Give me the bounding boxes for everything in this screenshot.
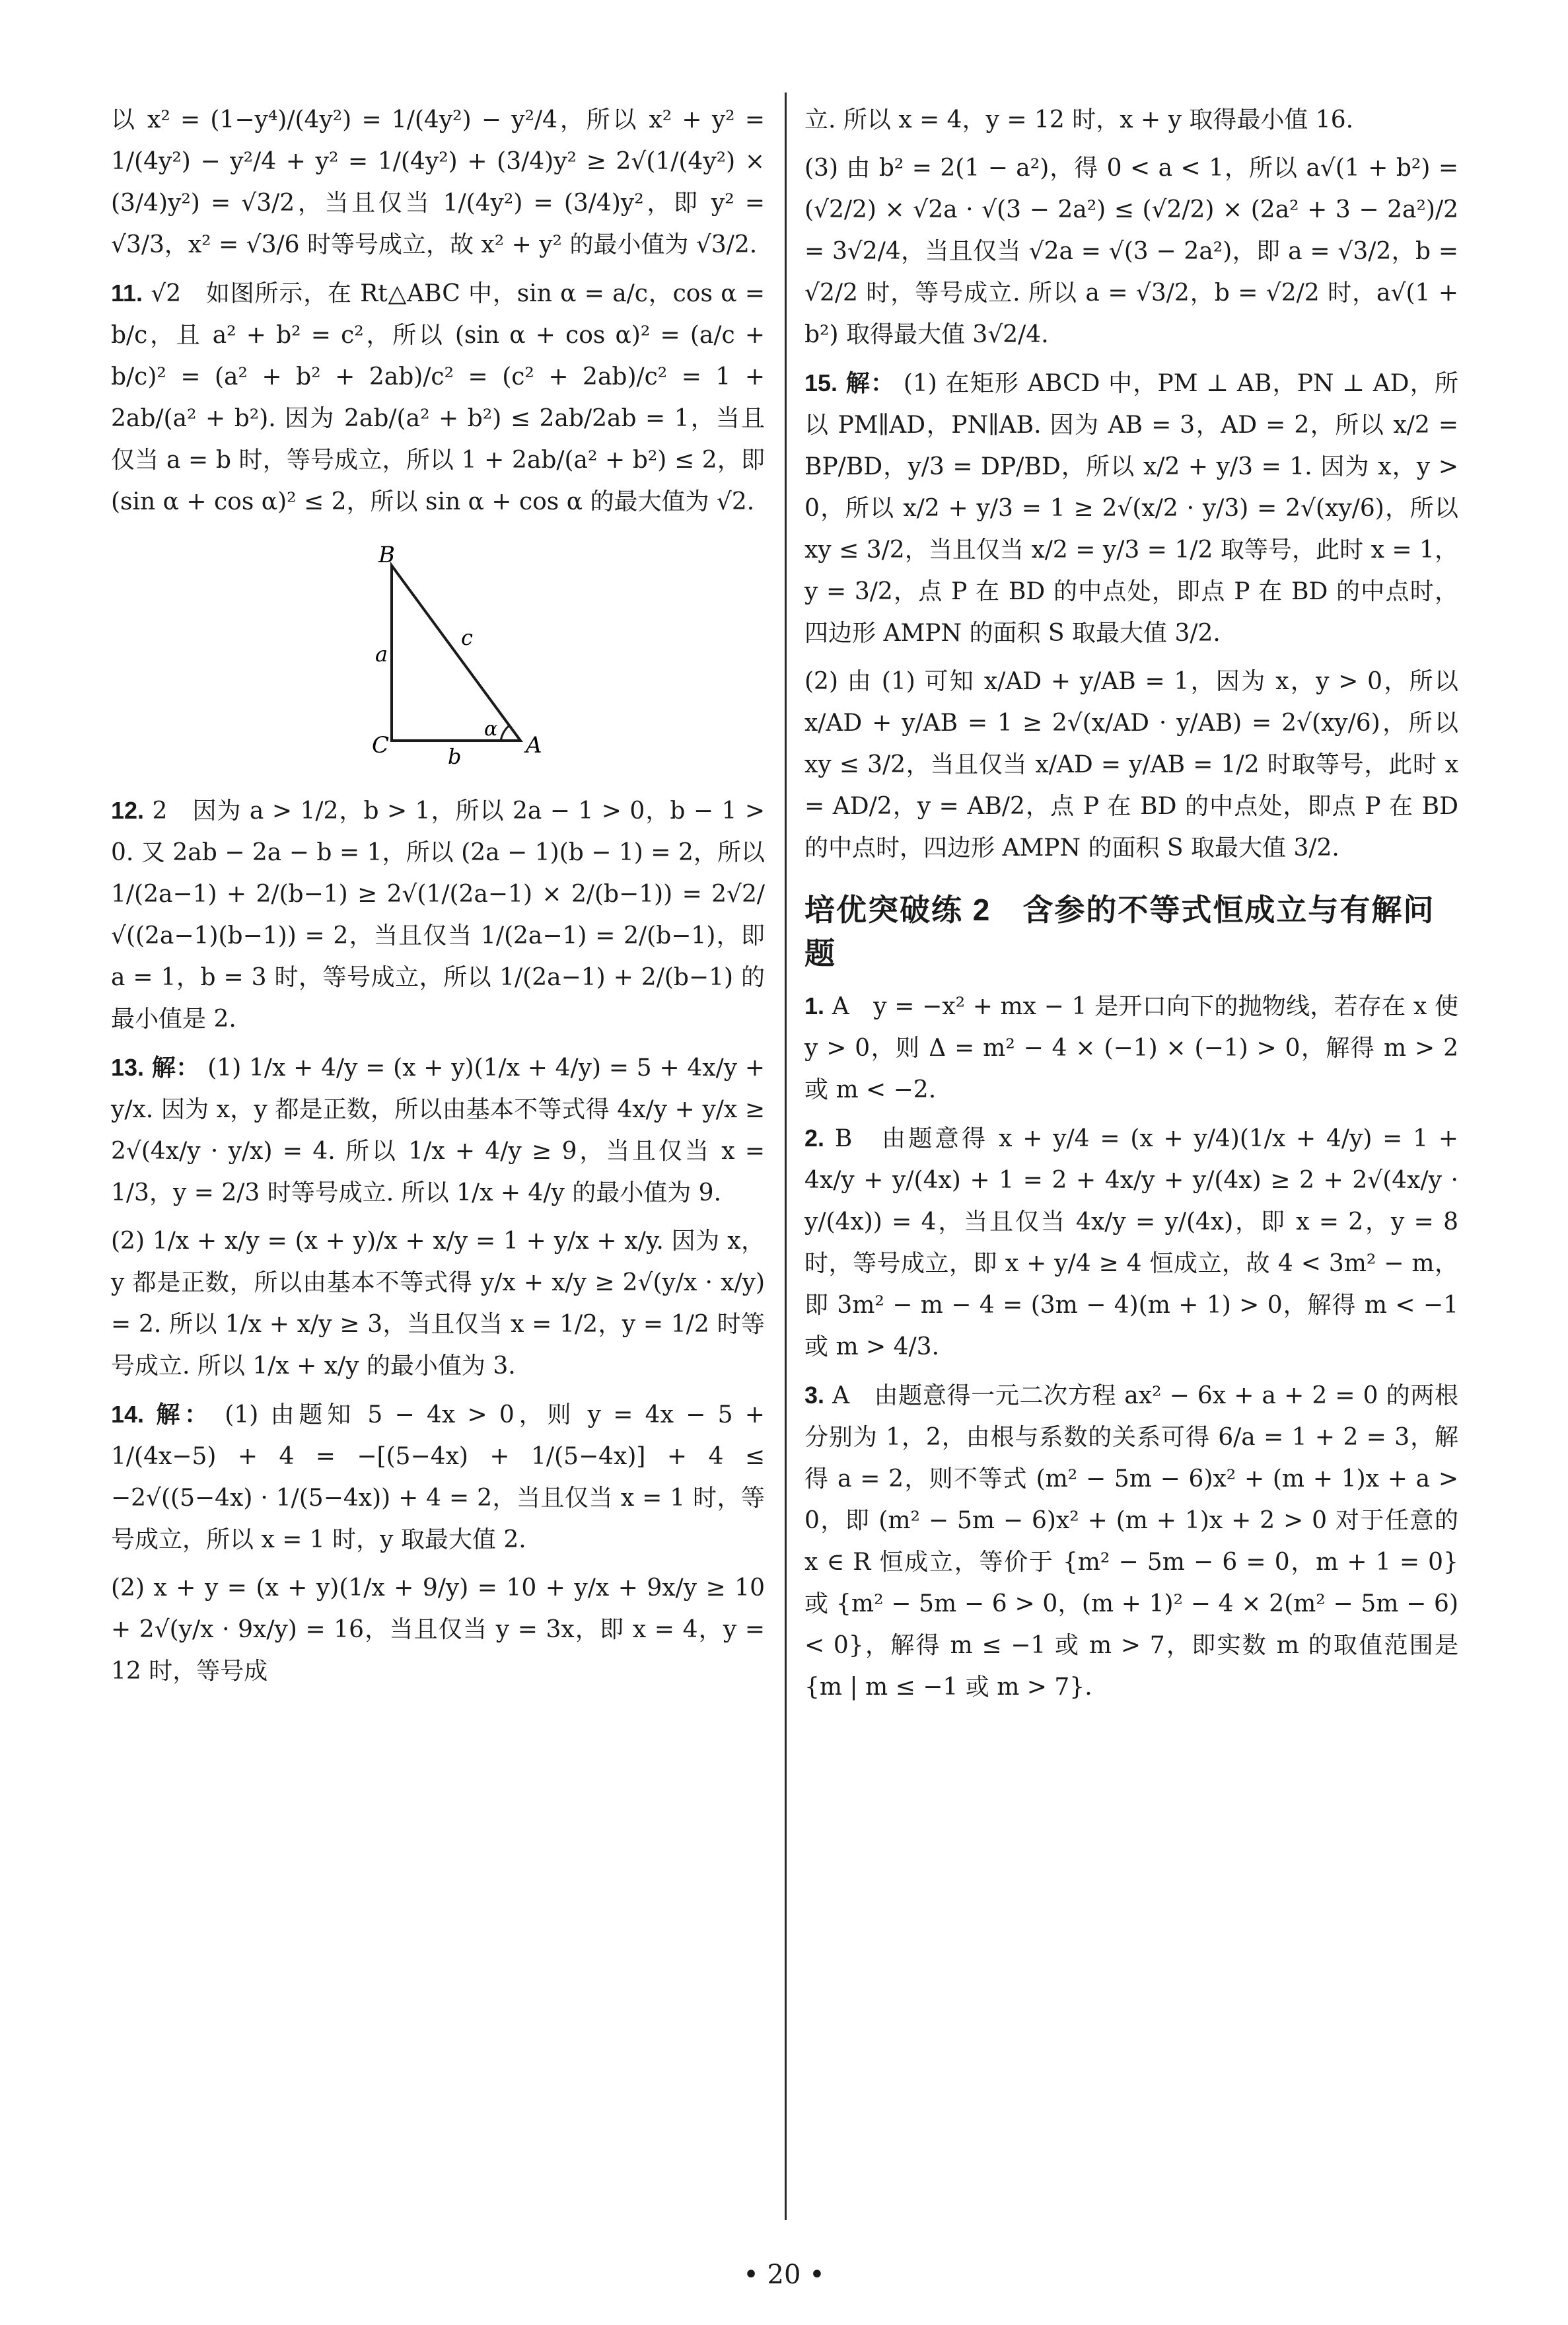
- vertex-label-C: C: [372, 732, 390, 758]
- problem-number: 15.: [804, 369, 838, 396]
- problem-number: 1.: [804, 992, 825, 1019]
- page-number: • 20 •: [743, 2260, 825, 2290]
- side-label-b: b: [448, 744, 462, 769]
- solution-text: (1) 1/x + 4/y = (x + y)(1/x + 4/y) = 5 + 4x/y + y/x. 因为 x，y 都是正数，所以由基本不等式得 4x/y + y/x ≥ 2√(4x/y · y/x) = 4. 所以 1/x + 4/y ≥ 9，当且仅当 x = 1/3，y = 2/3 时等号成立. 所以 1/x + 4/y 的最小值为 9.: [111, 1054, 765, 1206]
- solution-text: √2 如图所示，在 Rt△ABC 中，sin α = a/c，cos α = b/c，且 a² + b² = c²，所以 (sin α + cos α)² = (a/c + b/c)² = (a² + b² + 2ab)/c² = (c² + 2ab)/c² = 1 + 2ab/(a² + b²). 因为 2ab/(a² + b²) ≤ 2ab/2ab = 1，当且仅当 a = b 时，等号成立，所以 1 + 2ab/(a² + b²) ≤ 2，即 (sin α + cos α)² ≤ 2，所以 sin α + cos α 的最大值为 √2.: [111, 280, 765, 515]
- solution-text: (1) 由题知 5 − 4x > 0，则 y = 4x − 5 + 1/(4x−5) + 4 = −[(5−4x) + 1/(5−4x)] + 4 ≤ −2√((5−4x) · 1/(5−4x)) + 4 = 2，当且仅当 x = 1 时，等号成立，所以 x = 1 时，y 取最大值 2.: [111, 1401, 765, 1553]
- answer-2: [804, 1117, 1458, 1368]
- vertex-label-B: B: [378, 542, 395, 568]
- problem-number: 12.: [111, 797, 145, 824]
- problem-number: 2.: [804, 1125, 825, 1152]
- answer-text: A 由题意得一元二次方程 ax² − 6x + a + 2 = 0 的两根分别为 1，2，由根与系数的关系可得 6/a = 1 + 2 = 3，解得 a = 2，则不等式 (m² − 5m − 6)x² + (m + 1)x + a > 0，即 (m² − 5m − 6)x² + (m + 1)x + 2 > 0 对于任意的 x ∈ R 恒成立，等价于 {m² − 5m − 6 = 0，m + 1 = 0} 或 {m² − 5m − 6 > 0，(m + 1)² − 4 × 2(m² − 5m − 6) < 0}，解得 m ≤ −1 或 m > 7，即实数 m 的取值范围是 {m | m ≤ −1 或 m > 7}.: [804, 1382, 1459, 1701]
- solution-12: [111, 790, 765, 1040]
- problem-number: 14.: [111, 1401, 145, 1428]
- solution-11: [111, 272, 765, 523]
- solution-15-part1: [804, 362, 1458, 654]
- angle-arc: [501, 726, 509, 741]
- problem-number: 13.: [111, 1054, 145, 1081]
- problem-number: 11.: [111, 279, 143, 307]
- solution-marker: 解：: [156, 1401, 213, 1428]
- solution-14-part3: (3) 由 b² = 2(1 − a²)，得 0 < a < 1，所以 a√(1 + b²) = (√2/2) × √2a · √(3 − 2a²) ≤ (√2/2) × (2a² + 3 − 2a²)/2 = 3√2/4，当且仅当 √2a = √(3 − 2a²)，即 a = √3/2，b = √2/2 时，等号成立. 所以 a = √3/2，b = √2/2 时，a√(1 + b²) 取得最大值 3√2/4.: [804, 155, 1458, 348]
- solution-14-part1: [111, 1393, 765, 1561]
- solution-marker: 解：: [845, 369, 896, 396]
- column-divider: [785, 92, 787, 2220]
- answer-text: A y = −x² + mx − 1 是开口向下的抛物线，若存在 x 使 y > 0，则 Δ = m² − 4 × (−1) × (−1) > 0，解得 m > 2 或 m < −2.: [804, 993, 1458, 1103]
- answer-text: B 由题意得 x + y/4 = (x + y/4)(1/x + 4/y) = 1 + 4x/y + y/(4x) + 1 = 2 + 4x/y + y/(4x) ≥ 2 + 2√(4x/y · y/(4x)) = 4，当且仅当 4x/y = y/(4x)，即 x = 2，y = 8 时，等号成立，即 x + y/4 ≥ 4 恒成立，故 4 < 3m² − m，即 3m² − m − 4 = (3m − 4)(m + 1) > 0，解得 m < −1 或 m > 4/3.: [804, 1125, 1459, 1360]
- left-column: [111, 99, 765, 1699]
- right-triangle-figure: [111, 536, 765, 774]
- side-label-a: a: [375, 642, 388, 667]
- triangle-outline: [392, 566, 520, 741]
- answer-3: [804, 1374, 1458, 1708]
- right-column: [804, 99, 1458, 1715]
- side-label-c: c: [461, 625, 473, 650]
- solution-text: (1) 在矩形 ABCD 中，PM ⊥ AB，PN ⊥ AD，所以 PM∥AD，PN∥AB. 因为 AB = 3，AD = 2，所以 x/2 = BP/BD，y/3 = DP/BD，所以 x/2 + y/3 = 1. 因为 x，y > 0，所以 x/2 + y/3 = 1 ≥ 2√(x/2 · y/3) = 2√(xy/6)，所以 xy ≤ 3/2，当且仅当 x/2 = y/3 = 1/2 取等号，此时 x = 1，y = 3/2，点 P 在 BD 的中点处，即点 P 在 BD 的中点时，四边形 AMPN 的面积 S 取最大值 3/2.: [804, 370, 1458, 647]
- solution-text: 2 因为 a > 1/2，b > 1，所以 2a − 1 > 0，b − 1 > 0. 又 2ab − 2a − b = 1，所以 (2a − 1)(b − 1) = 2，所以 1/(2a−1) + 2/(b−1) ≥ 2√(1/(2a−1) × 2/(b−1)) = 2√2/√((2a−1)(b−1)) = 2，当且仅当 1/(2a−1) = 2/(b−1)，即 a = 1，b = 3 时，等号成立，所以 1/(2a−1) + 2/(b−1) 的最小值是 2.: [111, 797, 765, 1033]
- solution-10-end: 以 x² = (1−y⁴)/(4y²) = 1/(4y²) − y²/4，所以 x² + y² = 1/(4y²) − y²/4 + y² = 1/(4y²) + (3/4)y² ≥ 2√(1/(4y²) × (3/4)y²) = √3/2，当且仅当 1/(4y²) = (3/4)y²，即 y² = √3/3，x² = √3/6 时等号成立，故 x² + y² 的最小值为 √3/2.: [111, 106, 765, 258]
- solution-14-part2: (2) x + y = (x + y)(1/x + 9/y) = 10 + y/x + 9x/y ≥ 10 + 2√(y/x · 9x/y) = 16，当且仅当 y = 3x，即 x = 4，y = 12 时，等号成: [111, 1574, 765, 1685]
- section-title: 培优突破练 2 含参的不等式恒成立与有解问题: [804, 893, 1435, 971]
- answer-1: [804, 985, 1458, 1111]
- solution-15-part2: (2) 由 (1) 可知 x/AD + y/AB = 1，因为 x，y > 0，所以 x/AD + y/AB = 1 ≥ 2√(x/AD · y/AB) = 2√(xy/6)，所以 xy ≤ 3/2，当且仅当 x/AD = y/AB = 1/2 时取等号，此时 x = AD/2，y = AB/2，点 P 在 BD 的中点处，即点 P 在 BD 的中点时，四边形 AMPN 的面积 S 取最大值 3/2.: [804, 668, 1458, 862]
- vertex-label-A: A: [526, 732, 542, 758]
- problem-number: 3.: [804, 1382, 825, 1409]
- solution-marker: 解：: [151, 1054, 200, 1081]
- solution-14-part2-cont: 立. 所以 x = 4，y = 12 时，x + y 取得最小值 16.: [804, 106, 1354, 133]
- solution-13-part2: (2) 1/x + x/y = (x + y)/x + x/y = 1 + y/x + x/y. 因为 x，y 都是正数，所以由基本不等式得 y/x + x/y ≥ 2√(y/x · x/y) = 2. 所以 1/x + x/y ≥ 3，当且仅当 x = 1/2，y = 1/2 时等号成立. 所以 1/x + x/y 的最小值为 3.: [111, 1228, 765, 1380]
- angle-label-alpha: α: [484, 718, 498, 741]
- solution-13-part1: [111, 1047, 765, 1214]
